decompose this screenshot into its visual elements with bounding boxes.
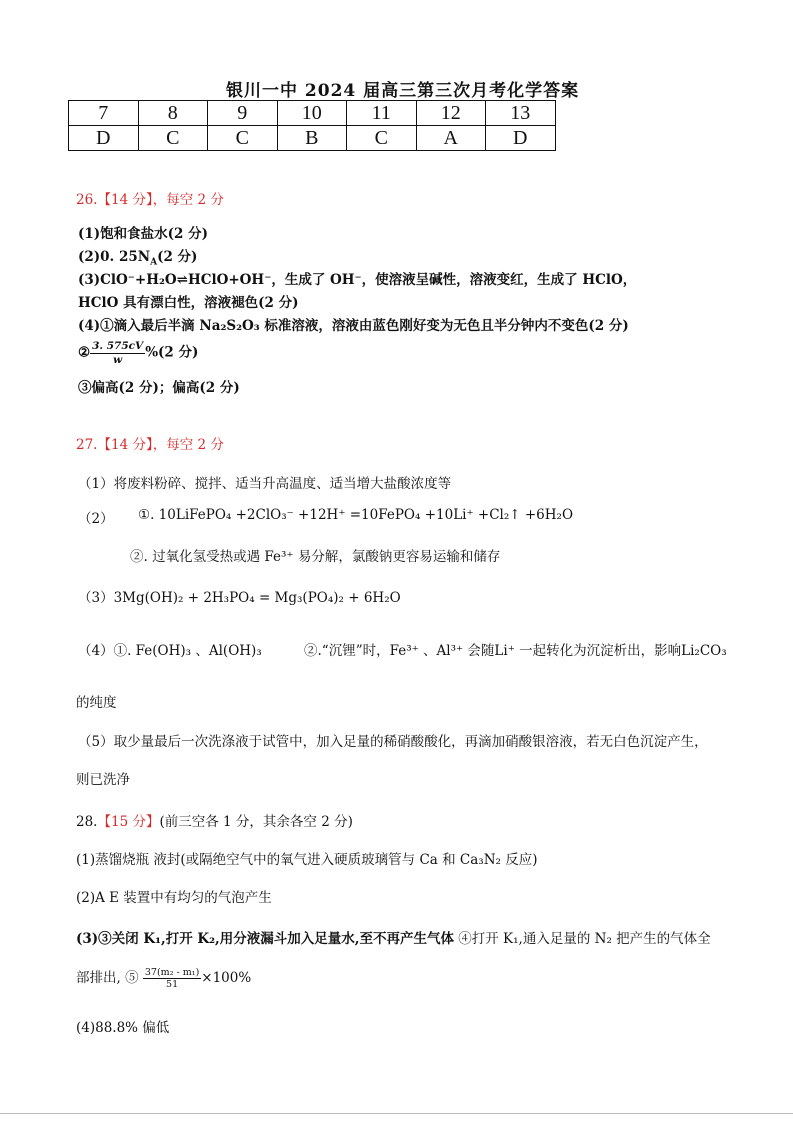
answer-cell: C (347, 126, 417, 151)
q27-line-5b: ②.“沉锂”时，Fe³⁺ 、Al³⁺ 会随Li⁺ 一起转化为沉淀析出，影响Li₂CO₃ (304, 643, 727, 659)
q27-score: 【14 分】 (97, 437, 153, 453)
q28-score: 【15 分】 (97, 814, 160, 830)
q27-heading (76, 433, 224, 453)
q26-line-4: HClO 具有漂白性，溶液褪色(2 分) (78, 295, 299, 311)
q28-fraction-numerator: 37(m₂ - m₁) (144, 966, 200, 978)
answer-cell: B (277, 126, 347, 151)
q26-score: 【14 分】 (97, 192, 153, 208)
q28-line-1: (1)蒸馏烧瓶 液封(或隔绝空气中的氧气进入硬质玻璃管与 Ca 和 Ca₃N₂ 反应) (76, 852, 538, 868)
q26-note: ，每空 2 分 (152, 192, 224, 208)
q26-fraction (90, 340, 145, 366)
q27-note: ，每空 2 分 (152, 437, 224, 453)
q26-heading (76, 188, 224, 208)
page-bottom-divider (0, 1113, 793, 1114)
q26-fraction-numerator: 3. 575cV (92, 340, 144, 352)
question-number: 7 (69, 101, 139, 126)
q28-fraction (143, 967, 201, 991)
q26-line-6-end: %(2 分) (145, 344, 199, 361)
answer-table (68, 100, 556, 151)
q27-line-5a: （4）①. Fe(OH)₃ 、Al(OH)₃ (78, 643, 262, 659)
q26-line-3: (3)ClO⁻+H₂O⇌HClO+OH⁻，生成了 OH⁻，使溶液呈碱性，溶液变红，生成了 HClO， (78, 272, 637, 288)
question-number: 10 (277, 101, 347, 126)
q28-line-4 (76, 966, 251, 990)
answer-cell: D (486, 126, 556, 151)
q26-line-6 (78, 340, 198, 366)
q27-line-7: （5）取少量最后一次洗涤液于试管中，加入足量的稀硝酸酸化，再滴加硝酸银溶液，若无白色沉淀产生， (78, 734, 708, 750)
q28-line-3-bold: (3)③关闭 K₁,打开 K₂,用分液漏斗加入足量水,至不再产生气体 (76, 931, 454, 947)
q28-line-3 (76, 927, 711, 947)
q27-equation-1: ①. 10LiFePO₄ +2ClO₃⁻ +12H⁺ =10FePO₄ +10Li⁺ +Cl₂↑ +6H₂O (138, 507, 574, 523)
question-number: 8 (138, 101, 208, 126)
q26-line-6-label: ② (78, 344, 91, 361)
q26-line-2 (78, 245, 197, 268)
question-number: 12 (416, 101, 486, 126)
q28-line-5: (4)88.8% 偏低 (76, 1020, 170, 1036)
question-number: 9 (208, 101, 278, 126)
q27-line-6: 的纯度 (76, 695, 117, 711)
q26-line-1: (1)饱和食盐水(2 分) (78, 226, 209, 242)
q27-number: 27. (76, 437, 98, 453)
q27-equation-2: （3）3Mg(OH)₂ + 2H₃PO₄ = Mg₃(PO₄)₂ + 6H₂O (78, 590, 401, 606)
answer-cell: D (69, 126, 139, 151)
q28-number: 28. (76, 814, 98, 830)
answer-table-header-row (69, 101, 556, 126)
q26-line-2-text: (2)0. 25N (78, 249, 151, 265)
answer-cell: A (416, 126, 486, 151)
q28-fraction-denominator: 51 (166, 979, 179, 990)
q28-heading (76, 810, 353, 830)
q27-line-8: 则已洗净 (76, 772, 130, 788)
q26-number: 26. (76, 192, 98, 208)
question-number: 13 (486, 101, 556, 126)
question-number: 11 (347, 101, 417, 126)
q28-line-4-end: ×100% (201, 970, 252, 986)
q26-line-2-sub: A (150, 257, 158, 268)
q28-line-2: (2)A E 装置中有均匀的气泡产生 (76, 890, 272, 906)
answer-cell: C (138, 126, 208, 151)
q26-line-5: (4)①滴入最后半滴 Na₂S₂O₃ 标准溶液，溶液由蓝色刚好变为无色且半分钟内不变色(2 分) (78, 318, 629, 334)
q28-line-4-label: 部排出, ⑤ (76, 970, 139, 986)
answer-table-answer-row (69, 126, 556, 151)
q26-line-7: ③偏高(2 分)；偏高(2 分) (78, 380, 240, 396)
q28-line-3-rest: ④打开 K₁,通入足量的 N₂ 把产生的气体全 (453, 931, 711, 947)
page-title: 银川一中 2024 届高三第三次月考化学答案 (226, 81, 580, 101)
q26-line-2-end: (2 分) (157, 249, 198, 265)
q27-line-1: （1）将废料粉碎、搅拌、适当升高温度、适当增大盐酸浓度等 (78, 476, 452, 492)
q26-fraction-denominator: w (113, 353, 123, 366)
answer-cell: C (208, 126, 278, 151)
q28-note: (前三空各 1 分，其余各空 2 分) (159, 814, 353, 830)
q27-line-3: ②. 过氧化氢受热或遇 Fe³⁺ 易分解，氯酸钠更容易运输和储存 (130, 549, 501, 565)
q27-line-2-label: （2） (78, 511, 114, 527)
